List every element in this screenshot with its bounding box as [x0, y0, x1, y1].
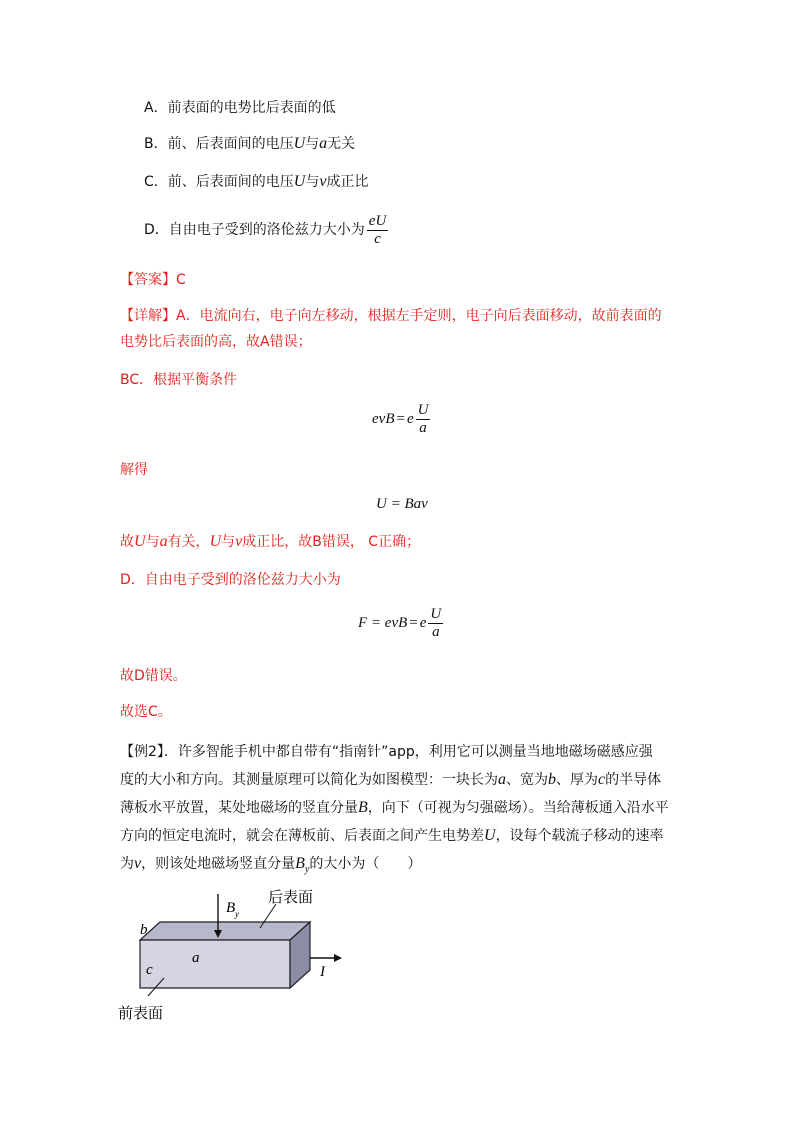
- eq1-numerator: U: [417, 402, 429, 418]
- example-sym-sub: y: [304, 863, 310, 875]
- eq3-fraction: [428, 606, 443, 641]
- eq1-equals: =: [396, 410, 405, 427]
- explain-bc-text: BC．根据平衡条件: [120, 372, 238, 388]
- option-c: [144, 172, 368, 192]
- eq1-denominator: a: [419, 420, 427, 436]
- option-d-fraction: [367, 213, 389, 248]
- option-d: [144, 212, 390, 248]
- label-b: b: [140, 922, 148, 938]
- conclude-p5: 成正比，故B错误， C正确；: [242, 534, 421, 550]
- conclude-p2: 与: [145, 534, 160, 550]
- example-var-b-field: B: [358, 799, 368, 816]
- label-front-surface: 前表面: [118, 1006, 164, 1022]
- explain-line-2: [120, 332, 312, 352]
- example-var-b: b: [548, 771, 556, 788]
- example-line-4: [120, 822, 680, 850]
- eq1-left: evB: [372, 410, 395, 427]
- example-2: [120, 738, 680, 884]
- conclude-p3: 有关，: [167, 534, 210, 550]
- explain-text-1: A．电流向右，电子向左移动，根据左手定则，电子向后表面移动，故前表面的: [176, 308, 662, 324]
- label-c: c: [146, 962, 153, 978]
- option-b-post: 无关: [327, 136, 356, 152]
- example-line-4-b: ，设每个载流子移动的速率: [495, 828, 664, 844]
- example-line-4-a: 方向的恒定电流时，就会在薄板前、后表面之间产生电势差: [120, 828, 484, 844]
- example-line-2-c: 、厚为: [556, 772, 598, 788]
- eq1-coef: e: [406, 410, 414, 427]
- equation-3: [358, 606, 445, 641]
- explain-choose: [120, 702, 172, 722]
- slab-front-face: [140, 940, 290, 988]
- explain-solve-text: 解得: [120, 462, 148, 478]
- explain-bc: [120, 370, 237, 390]
- label-back-surface: 后表面: [268, 890, 314, 906]
- eq3-left: F = evB: [358, 614, 408, 631]
- conclude-p4: 与: [221, 534, 236, 550]
- option-c-pre: C．前、后表面间的电压: [144, 174, 294, 190]
- eq3-denominator: a: [432, 624, 440, 640]
- example-line-2-d: 的半导体: [605, 772, 662, 788]
- option-c-mid: 与: [305, 174, 320, 190]
- conclude-var-a: a: [159, 533, 168, 550]
- explain-line-1: [120, 306, 662, 326]
- answer-value: C: [176, 272, 186, 288]
- example-line-5: [120, 850, 680, 884]
- option-d-pre: D．自由电子受到的洛伦兹力大小为: [144, 222, 365, 238]
- explain-conclude: [120, 532, 420, 552]
- option-b-mid: 与: [305, 136, 320, 152]
- option-d-denominator: c: [374, 230, 381, 247]
- explain-choose-text: 故选C。: [120, 704, 172, 720]
- example-var-a: a: [498, 771, 506, 788]
- conclude-p1: 故: [120, 534, 134, 550]
- label-by: B: [226, 900, 236, 916]
- option-c-post: 成正比: [326, 174, 369, 190]
- example-sym-b: B: [295, 855, 305, 872]
- label-i: I: [320, 964, 325, 980]
- hall-effect-figure: [110, 880, 370, 1030]
- example-line-2-a: 度的大小和方向。其测量原理可以简化为如图模型：一块长为: [120, 772, 498, 788]
- eq3-numerator: U: [430, 606, 442, 622]
- example-line-5-c: 的大小为（ ）: [309, 856, 422, 872]
- example-var-u: U: [484, 827, 496, 844]
- eq1-fraction: [416, 402, 431, 437]
- eq3-coef: e: [419, 614, 427, 631]
- option-a: [144, 98, 336, 118]
- option-b-var-u: U: [293, 135, 306, 152]
- option-b-var-a: a: [319, 135, 328, 152]
- example-line-5-a: 为: [120, 856, 134, 872]
- example-line-1: [120, 738, 680, 766]
- example-line-1-text: 【例2】．许多智能手机中都自带有“指南针”app，利用它可以测量当地地磁场磁感应强: [120, 744, 653, 760]
- answer-label: 【答案】: [120, 272, 176, 288]
- example-var-c: c: [598, 771, 606, 788]
- explain-d-wrong: [120, 666, 187, 686]
- explain-d-text: D．自由电子受到的洛伦兹力大小为: [120, 572, 341, 588]
- label-a: a: [192, 950, 200, 966]
- explain-text-2: 电势比后表面的高，故A错误；: [120, 334, 312, 350]
- explain-solve: [120, 460, 148, 480]
- example-line-3-a: 薄板水平放置，某处地磁场的竖直分量: [120, 800, 358, 816]
- conclude-var-u: U: [134, 533, 146, 550]
- explain-label: 【详解】: [120, 308, 176, 324]
- explain-d-wrong-text: 故D错误。: [120, 668, 187, 684]
- label-by-sub: y: [235, 909, 239, 919]
- option-d-numerator: eU: [368, 212, 387, 229]
- example-line-2: [120, 766, 680, 794]
- answer: [120, 270, 186, 290]
- current-arrow-head: [334, 954, 342, 962]
- eq3-equals: =: [409, 614, 418, 631]
- example-line-5-b: ，则该处地磁场竖直分量: [141, 856, 296, 872]
- equation-2: [376, 496, 428, 513]
- example-var-v: v: [134, 855, 142, 872]
- conclude-var-u-2: U: [209, 533, 222, 550]
- option-a-text: A．前表面的电势比后表面的低: [144, 100, 336, 116]
- option-c-var-v: v: [319, 173, 327, 190]
- option-c-var-u: U: [293, 173, 306, 190]
- example-line-3-b: ，向下（可视为匀强磁场）。当给薄板通入沿水平: [367, 800, 669, 816]
- conclude-var-v: v: [235, 533, 243, 550]
- option-b: [144, 134, 355, 154]
- explain-d: [120, 570, 341, 590]
- equation-1: [372, 402, 432, 437]
- example-line-2-b: 、宽为: [506, 772, 548, 788]
- slab-top-face: [140, 922, 310, 940]
- example-line-3: [120, 794, 680, 822]
- option-b-pre: B．前、后表面间的电压: [144, 136, 294, 152]
- eq2-text: U = Bav: [376, 496, 428, 512]
